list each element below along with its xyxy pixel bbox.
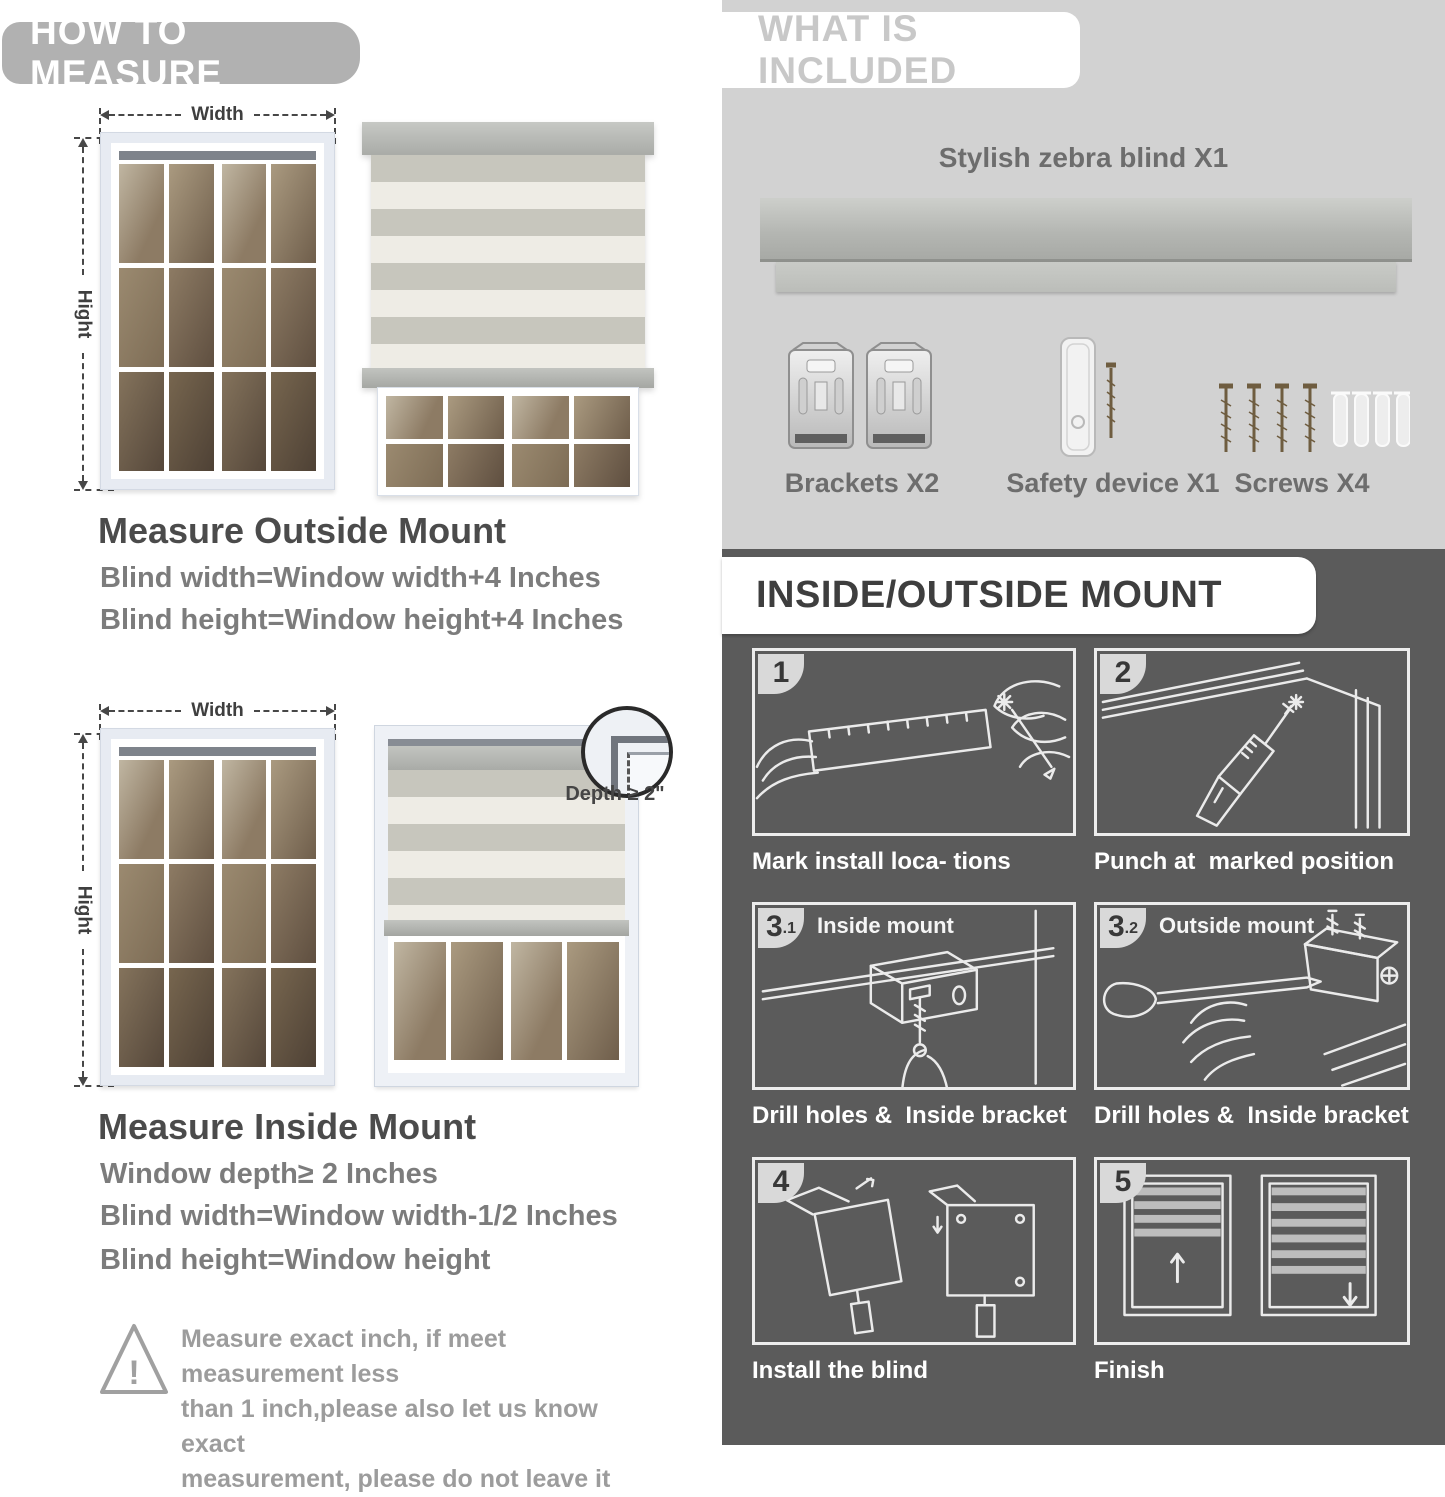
step-caption: Drill holes & Inside bracket [1094,1102,1409,1129]
step-panel-3-2 [1094,902,1410,1090]
inside-mount-label: Inside mount [817,913,954,938]
blind-cassette [362,122,654,155]
svg-text:!: ! [128,1354,140,1392]
bracket-icon [789,343,853,448]
step-panel-1 [752,648,1076,836]
zebra-blind-cassette-image [760,198,1412,262]
warning-line: Measure exact inch, if meet measurement less [181,1325,507,1388]
inside-depth-formula: Window depth≥ 2 Inches [100,1158,438,1190]
screws-image [1218,378,1410,462]
screw-icon [1247,386,1261,452]
bare-window-image [100,132,335,490]
step-caption: Install the blind [752,1357,929,1384]
height-label: Hight [73,885,95,935]
window-top-rod [119,151,316,160]
outside-width-measure [100,104,335,126]
inside-width-formula: Blind width=Window width-1/2 Inches [100,1200,618,1232]
screw-icon [1219,386,1233,452]
wall-anchor-icon [1373,393,1392,446]
brackets-caption: Brackets X2 [784,468,940,498]
how-to-measure-title: HOW TO MEASURE [30,11,223,94]
install-blind-illustration [755,1160,1073,1345]
step-panel-3-1 [752,902,1076,1090]
inside-height-measure [72,734,94,1086]
outside-height-formula: Blind height=Window height+4 Inches [100,604,624,636]
zebra-blind-cassette-lower [776,262,1396,292]
safety-device-caption: Safety device X1 [1006,468,1220,498]
mark-location-illustration [755,651,1073,836]
brackets-image [785,338,940,460]
wall-anchor-icon [1352,393,1371,446]
warning-triangle-icon [95,1318,173,1402]
bracket-icon [867,343,931,448]
safety-device-icon [1061,338,1095,456]
what-is-included-header [722,8,1080,91]
product-label: Stylish zebra blind X1 [938,142,1229,173]
how-to-measure-header [2,11,360,94]
blind-bottom-rail [384,920,629,936]
what-is-included-title: WHAT IS INCLUDED [758,8,958,91]
screw-icon [1303,386,1317,452]
step-badge: 1 [758,654,804,694]
window-top-rod [119,747,316,756]
inside-outside-mount-title: INSIDE/OUTSIDE MOUNT [756,574,1223,616]
inside-width-measure [100,700,335,722]
safety-device-image [1055,334,1125,462]
wall-anchor-icon [1331,393,1350,446]
outside-mount-blind-image [362,122,654,495]
outside-height-measure [72,138,94,490]
step-caption: Drill holes & Inside bracket [752,1102,1067,1129]
outside-mount-label: Outside mount [1159,913,1315,938]
window-below-blind [378,388,638,495]
outside-width-formula: Blind width=Window width+4 Inches [100,562,601,594]
step-badge: 2 [1100,654,1146,694]
depth-label: Depth ≥ 2" [565,783,665,805]
finish-illustration [1097,1160,1407,1344]
arrow-up-icon [78,734,88,743]
screw-icon [1275,386,1289,452]
step-badge: 4 [758,1163,804,1203]
inside-mount-title: Measure Inside Mount [98,1106,477,1147]
step-badge: 5 [1100,1163,1146,1203]
blind-bottom-rail [362,368,654,388]
width-label: Width [191,700,244,721]
step-badge: 3 .2 [1100,908,1146,948]
step-caption: Finish [1094,1357,1165,1384]
warning-line: than 1 inch,please also let us know exact [181,1395,598,1458]
arrow-left-icon [100,706,109,716]
drill-illustration [1097,651,1407,835]
screws-caption: Screws X4 [1234,468,1370,498]
warning-line: measurement, please do not leave it [181,1465,611,1493]
inside-height-formula: Blind height=Window height [100,1244,491,1276]
outside-mount-title: Measure Outside Mount [98,510,507,551]
width-label: Width [191,104,244,125]
arrow-up-icon [78,138,88,147]
step-panel-2 [1094,648,1410,836]
window-below-blind [388,936,625,1066]
screw-icon [1106,365,1116,438]
step-badge: 3 .1 [758,908,804,948]
step-caption: Punch at marked position [1094,848,1395,875]
warning-note [181,1322,661,1497]
step-panel-4 [752,1157,1076,1345]
wall-anchor-icon [1394,393,1410,446]
step-panel-5 [1094,1157,1410,1345]
step-caption: Mark install loca- tions [752,848,1011,875]
bare-window-image [100,728,335,1086]
height-label: Hight [73,289,95,339]
inside-outside-mount-header [722,557,1316,634]
zebra-stripes [371,155,645,368]
arrow-left-icon [100,110,109,120]
